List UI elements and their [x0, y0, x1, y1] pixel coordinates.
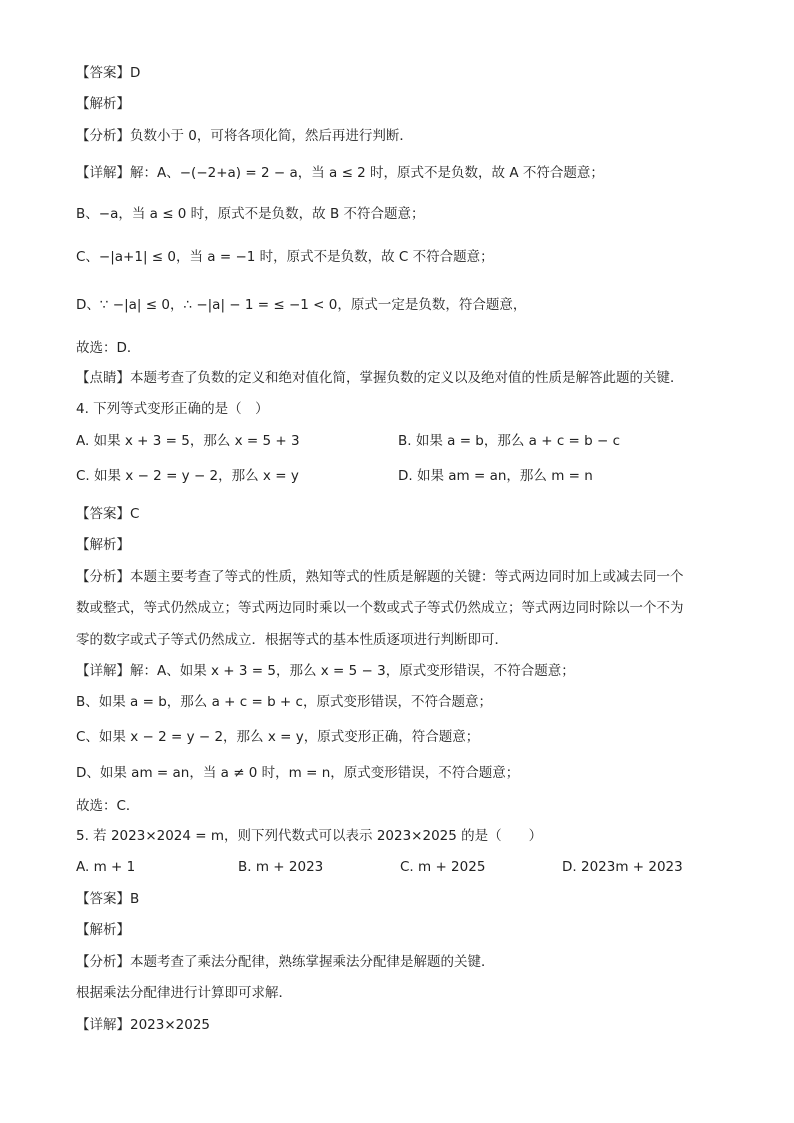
- question-4: 4. 下列等式变形正确的是（ ）: [76, 401, 269, 417]
- remark: 【点睛】本题考查了负数的定义和绝对值化简，掌握负数的定义以及绝对值的性质是解答此题的关键．: [76, 370, 684, 386]
- detail-line: C、如果 x − 2 = y − 2，那么 x = y，原式变形正确，符合题意；: [76, 729, 480, 745]
- conclusion: 故选：D．: [76, 340, 141, 356]
- q4-option-a: A. 如果 x + 3 = 5，那么 x = 5 + 3: [76, 433, 300, 449]
- analysis-text: 根据乘法分配律进行计算即可求解．: [76, 985, 292, 1001]
- detail-line: B、如果 a = b，那么 a + c = b + c，原式变形错误，不符合题意；: [76, 694, 492, 710]
- analysis-label: 【解析】: [76, 922, 130, 938]
- q4-option-c: C. 如果 x − 2 = y − 2，那么 x = y: [76, 468, 299, 484]
- detail-line: 【详解】2023×2025: [76, 1017, 211, 1033]
- analysis-text: 数或整式，等式仍然成立；等式两边同时乘以一个数或式子等式仍然成立；等式两边同时除以一个不为: [76, 600, 684, 616]
- analysis-text: 零的数字或式子等式仍然成立．根据等式的基本性质逐项进行判断即可．: [76, 632, 508, 648]
- analysis-label: 【解析】: [76, 537, 130, 553]
- detail-line: 【详解】解：A、如果 x + 3 = 5，那么 x = 5 − 3，原式变形错误，不符合题意；: [76, 663, 575, 679]
- answer-label: 【答案】D: [76, 65, 141, 81]
- detail-line: C、−|a+1| ≤ 0，当 a = −1 时，原式不是负数，故 C 不符合题意；: [76, 249, 494, 265]
- detail-line: B、−a，当 a ≤ 0 时，原式不是负数，故 B 不符合题意；: [76, 206, 425, 222]
- q5-option-c: C. m + 2025: [400, 859, 486, 875]
- question-5: 5. 若 2023×2024 = m，则下列代数式可以表示 2023×2025 的是（ ）: [76, 828, 543, 844]
- q5-option-d: D. 2023m + 2023: [562, 859, 683, 875]
- q4-option-b: B. 如果 a = b，那么 a + c = b − c: [398, 433, 621, 449]
- conclusion: 故选：C．: [76, 798, 140, 814]
- analysis-label: 【解析】: [76, 96, 130, 112]
- q5-option-b: B. m + 2023: [238, 859, 324, 875]
- analysis-text: 【分析】本题主要考查了等式的性质，熟知等式的性质是解题的关键：等式两边同时加上或减去同一个: [76, 569, 684, 585]
- detail-line: D、∵ −|a| ≤ 0，∴ −|a| − 1 = ≤ −1 < 0，原式一定是负数，符合题意，: [76, 297, 527, 313]
- detail-line: D、如果 am = an，当 a ≠ 0 时，m = n，原式变形错误，不符合题意；: [76, 765, 520, 781]
- analysis-text: 【分析】负数小于 0，可将各项化简，然后再进行判断．: [76, 128, 413, 144]
- detail-line: 【详解】解：A、−(−2+a) = 2 − a，当 a ≤ 2 时，原式不是负数，故 A 不符合题意；: [76, 165, 604, 181]
- q5-option-a: A. m + 1: [76, 859, 136, 875]
- answer-label: 【答案】C: [76, 506, 140, 522]
- answer-label: 【答案】B: [76, 891, 140, 907]
- analysis-text: 【分析】本题考查了乘法分配律，熟练掌握乘法分配律是解题的关键．: [76, 954, 495, 970]
- q4-option-d: D. 如果 am = an，那么 m = n: [398, 468, 593, 484]
